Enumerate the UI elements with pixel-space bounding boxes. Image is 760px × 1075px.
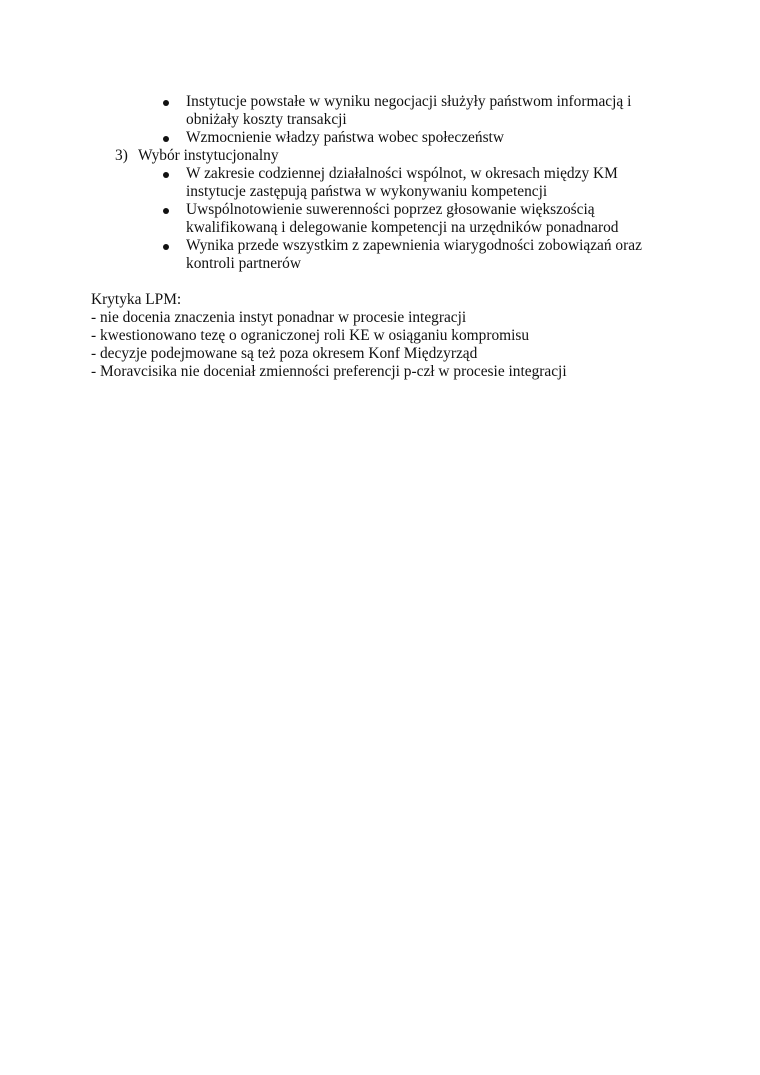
bullet-dot <box>163 208 169 214</box>
bullet-text-line: Instytucje powstałe w wyniku negocjacji służyły państwom informacją i <box>186 93 632 110</box>
bullet-dot <box>163 100 169 106</box>
bullet-text-line: kontroli partnerów <box>186 255 301 272</box>
section-title: Wybór instytucjonalny <box>138 147 279 164</box>
bullet-text-line: instytucje zastępują państwa w wykonywaniu kompetencji <box>186 183 548 200</box>
bullet-item <box>186 201 706 237</box>
bullet-text-line: Wynika przede wszystkim z zapewnienia wiarygodności zobowiązań oraz <box>186 237 642 254</box>
list-number: 3) <box>115 147 128 164</box>
bullet-text-line: obniżały koszty transakcji <box>186 111 347 128</box>
bullet-item <box>186 165 706 201</box>
bullet-text-line: kwalifikowaną i delegowanie kompetencji na urzędników ponadnarod <box>186 219 619 236</box>
bullet-text-line: W zakresie codziennej działalności wspólnot, w okresach między KM <box>186 165 618 182</box>
bullet-dot <box>163 172 169 178</box>
critique-item: - decyzje podejmowane są też poza okresem Konf Międzyrząd <box>91 345 478 362</box>
critique-item: - Moravcisika nie doceniał zmienności preferencji p-czł w procesie integracji <box>91 363 567 380</box>
bullet-text-line: Uwspólnotowienie suwerenności poprzez głosowanie większością <box>186 201 595 218</box>
critique-item: - kwestionowano tezę o ograniczonej roli KE w osiąganiu kompromisu <box>91 327 530 344</box>
bullet-dot <box>163 136 169 142</box>
critique-item: - nie docenia znaczenia instyt ponadnar w procesie integracji <box>91 309 467 326</box>
critique-heading: Krytyka LPM: <box>91 291 182 308</box>
bullet-dot <box>163 244 169 250</box>
numbered-item <box>115 147 279 165</box>
bullet-text-line: Wzmocnienie władzy państwa wobec społeczeństw <box>186 129 504 146</box>
bullet-item <box>186 237 706 273</box>
bullet-item <box>186 93 706 129</box>
bullet-item <box>186 129 706 147</box>
